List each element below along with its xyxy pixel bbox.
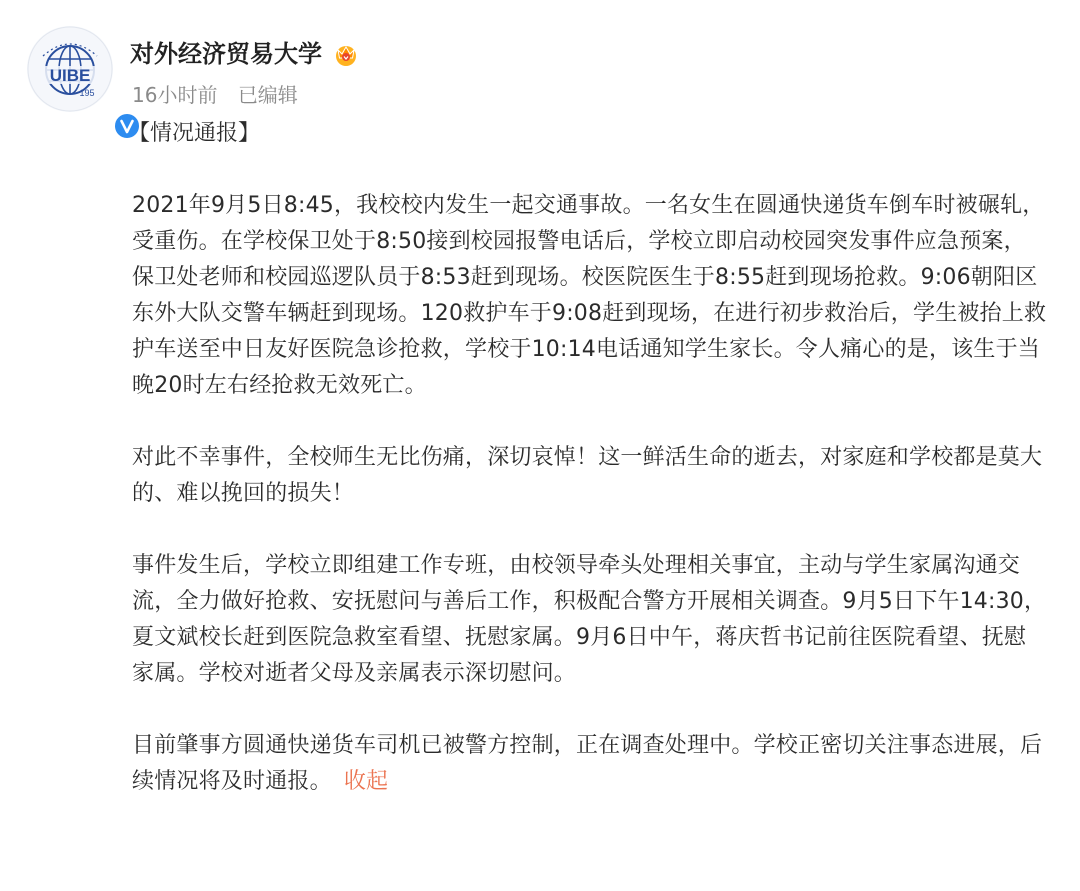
crown-member-icon[interactable] [333, 41, 359, 67]
post-content [128, 116, 1047, 800]
collapse-link[interactable]: 收起 [343, 769, 389, 794]
post-paragraph-text: 目前肇事方圆通快递货车司机已被警方控制，正在调查处理中。学校正密切关注事态进展，后续情况将及时通报。 [132, 733, 1043, 794]
post-paragraph: 2021年9月5日8:45，我校校内发生一起交通事故。一名女生在圆通快递货车倒车时被碾轧，受重伤。在学校保卫处于8:50接到校园报警电话后，学校立即启动校园突发事件应急预案，保卫处老师和校园巡逻队员于8:53赶到现场。校医院医生于8:55赶到现场抢救。9:06朝阳区东外大队交警车辆赶到现场。120救护车于9:08赶到现场，在进行初步救治后，学生被抬上救护车送至中日友好医院急诊抢救，学校于10:14电话通知学生家长。令人痛心的是，该生于当晚20时左右经抢救无效死亡。 [132, 193, 1047, 398]
uibe-logo-icon [27, 26, 113, 112]
post-header [130, 36, 359, 72]
post-paragraph: 事件发生后，学校立即组建工作专班，由校领导牵头处理相关事宜，主动与学生家属沟通交流，全力做好抢救、安抚慰问与善后工作，积极配合警方开展相关调查。9月5日下午14:30，夏文斌校长赶到医院急救室看望、抚慰家属。9月6日中午，蒋庆哲书记前往医院看望、抚慰家属。学校对逝者父母及亲属表示深切慰问。 [132, 553, 1047, 686]
svg-text:195: 195 [79, 88, 95, 98]
post-meta [132, 80, 298, 110]
post-paragraph: 对此不幸事件，全校师生无比伤痛，深切哀悼！这一鲜活生命的逝去，对家庭和学校都是莫大的、难以挽回的损失！ [132, 445, 1043, 506]
post-paragraph-last [132, 728, 1047, 800]
post-heading: 【情况通报】 [128, 121, 261, 146]
post-time-link[interactable]: 16小时前 [132, 83, 218, 107]
svg-text:UIBE: UIBE [49, 66, 91, 85]
username-link[interactable]: 对外经济贸易大学 [130, 40, 322, 68]
edited-label[interactable]: 已编辑 [237, 83, 298, 107]
avatar[interactable] [27, 26, 113, 112]
